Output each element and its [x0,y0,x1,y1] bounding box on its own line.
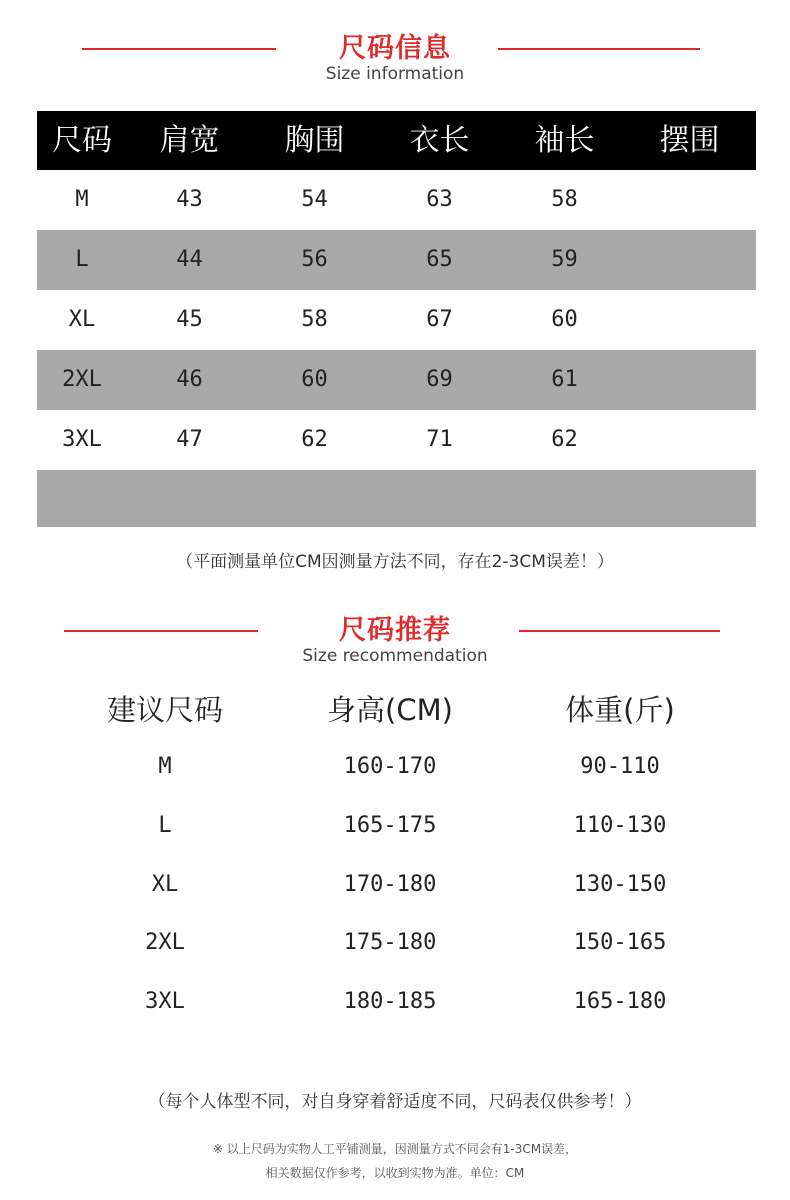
col-header: 体重(斤) [565,693,675,727]
table-cell: 3XL [62,427,102,452]
size-rec-title: 尺码推荐 [339,615,451,646]
size-rec-header [0,602,790,682]
table-cell: 165-180 [573,989,667,1015]
measurement-note: （平面测量单位CM因测量方法不同，存在2-3CM误差！） [176,552,614,572]
table-row [37,230,756,290]
table-cell [627,290,752,350]
table-row-empty [37,470,756,527]
table-cell: 56 [301,247,328,272]
size-table-header [37,111,756,170]
col-header: 衣长 [409,123,470,158]
table-cell: 44 [176,247,203,272]
table-cell [627,230,752,290]
table-row [45,738,745,797]
footer-line-2: 相关数据仅作参考，以收到实物为准。单位：CM [265,1166,525,1180]
table-cell: 60 [551,307,578,332]
table-cell: 61 [551,367,578,392]
size-rec-subtitle: Size recommendation [302,646,488,666]
table-cell: 71 [426,427,453,452]
size-info-header [0,20,790,100]
table-row [37,290,756,350]
table-row [37,350,756,410]
table-cell: 170-180 [343,871,437,897]
table-cell: 46 [176,367,203,392]
col-header: 胸围 [284,123,345,158]
col-header: 尺码 [52,123,112,158]
size-info-subtitle: Size information [325,64,465,84]
table-cell [627,170,752,230]
col-header: 肩宽 [159,123,220,158]
table-cell: 2XL [62,367,102,392]
fit-note: （每个人体型不同，对自身穿着舒适度不同，尺码表仅供参考！） [148,1092,642,1112]
table-row [45,797,745,856]
table-cell: 160-170 [343,754,437,779]
table-cell: 62 [551,427,578,452]
table-cell: 58 [551,187,578,212]
table-row [45,914,745,973]
table-cell: 165-175 [343,812,437,838]
table-cell [627,410,752,470]
table-cell: 110-130 [573,812,667,838]
col-header: 身高(CM) [327,693,453,727]
size-info-title: 尺码信息 [339,33,451,64]
table-cell: 90-110 [580,754,660,779]
table-row [45,856,745,915]
table-row [37,410,756,470]
table-cell: 65 [426,247,453,272]
table-cell: 59 [551,247,578,272]
table-cell [627,350,752,410]
table-cell: 47 [176,427,203,452]
table-cell: 69 [426,367,453,392]
size-info-table [37,111,756,527]
table-cell: 63 [426,187,453,212]
table-row [45,973,745,1032]
rec-table-header [45,682,745,738]
table-cell: 67 [426,307,453,332]
table-cell: 180-185 [343,989,437,1015]
table-cell: M [75,187,89,212]
table-cell: 58 [301,307,328,332]
table-cell: 2XL [145,930,185,956]
table-cell: 60 [301,367,328,392]
table-row [37,170,756,230]
footer-line-1: ※ 以上尺码为实物人工平铺测量，因测量方式不同会有1-3CM误差， [212,1142,578,1156]
table-cell: 45 [176,307,203,332]
table-cell: XL [151,871,179,897]
table-cell: 150-165 [573,930,667,956]
table-cell: XL [68,307,96,332]
table-cell: 130-150 [573,871,667,897]
table-cell: 54 [301,187,328,212]
size-rec-table [45,682,745,1032]
col-header: 袖长 [534,123,595,158]
table-cell: 62 [301,427,328,452]
table-cell: L [158,812,172,838]
col-header: 摆围 [659,123,720,158]
table-cell: L [75,247,89,272]
col-header: 建议尺码 [106,693,223,727]
table-cell: 43 [176,187,203,212]
table-cell: 175-180 [343,930,437,956]
table-cell: M [158,754,172,779]
table-cell: 3XL [145,989,185,1015]
